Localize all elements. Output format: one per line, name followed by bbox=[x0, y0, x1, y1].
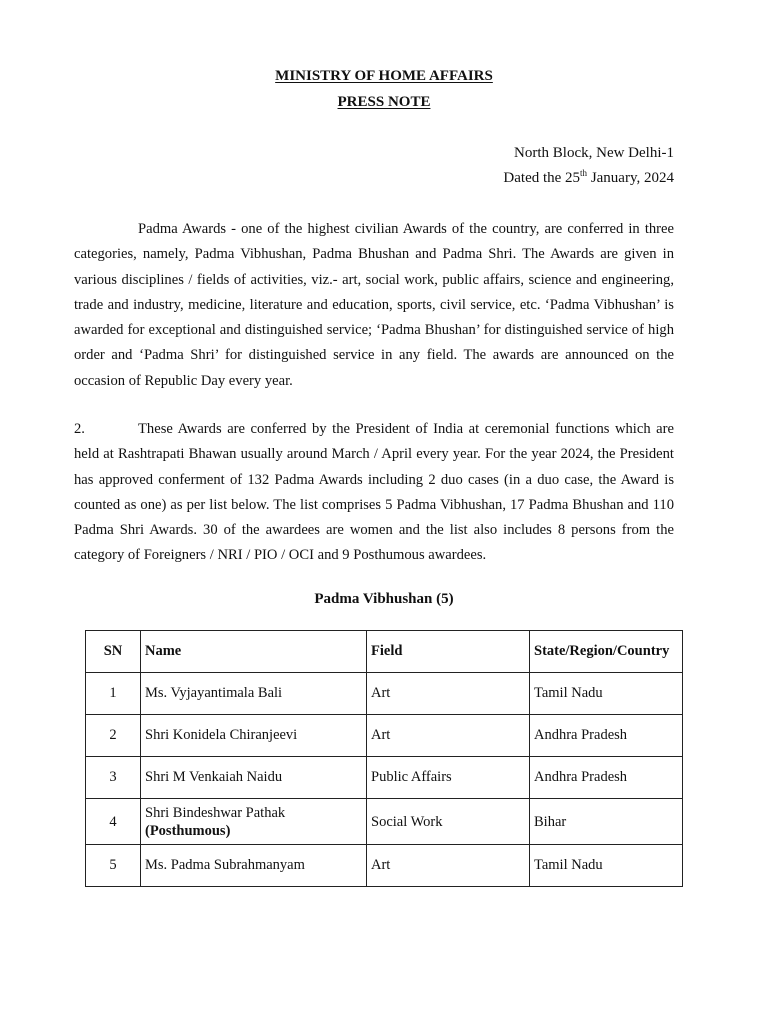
cell-name: Ms. Vyjayantimala Bali bbox=[141, 673, 367, 715]
section-title: Padma Vibhushan (5) bbox=[314, 591, 454, 607]
table-row bbox=[86, 715, 683, 757]
paragraph-2 bbox=[74, 417, 674, 569]
date-ordinal-suffix: th bbox=[580, 168, 588, 178]
cell-sn: 5 bbox=[86, 845, 141, 887]
date-prefix: Dated the 25 bbox=[503, 170, 581, 186]
header-name: Name bbox=[141, 631, 367, 673]
cell-state: Tamil Nadu bbox=[530, 673, 683, 715]
cell-field: Social Work bbox=[367, 799, 530, 845]
cell-name-text: Shri Bindeshwar Pathak bbox=[145, 804, 286, 821]
table-row bbox=[86, 757, 683, 799]
cell-sn: 1 bbox=[86, 673, 141, 715]
table-row bbox=[86, 673, 683, 715]
cell-sn: 2 bbox=[86, 715, 141, 757]
posthumous-note: (Posthumous) bbox=[145, 822, 231, 839]
cell-name: Shri Konidela Chiranjeevi bbox=[141, 715, 367, 757]
cell-field: Art bbox=[367, 673, 530, 715]
press-note-heading: PRESS NOTE bbox=[337, 94, 431, 110]
cell-state: Bihar bbox=[530, 799, 683, 845]
cell-field: Art bbox=[367, 715, 530, 757]
cell-name bbox=[141, 799, 367, 845]
cell-sn: 3 bbox=[86, 757, 141, 799]
cell-state: Tamil Nadu bbox=[530, 845, 683, 887]
header-sn: SN bbox=[86, 631, 141, 673]
cell-name: Ms. Padma Subrahmanyam bbox=[141, 845, 367, 887]
cell-field: Public Affairs bbox=[367, 757, 530, 799]
table-header-row bbox=[86, 631, 683, 673]
paragraph-2-number: 2. bbox=[74, 421, 85, 437]
cell-sn: 4 bbox=[86, 799, 141, 845]
date-line bbox=[503, 170, 674, 187]
cell-state: Andhra Pradesh bbox=[530, 715, 683, 757]
date-rest: January, 2024 bbox=[587, 170, 674, 186]
cell-name: Shri M Venkaiah Naidu bbox=[141, 757, 367, 799]
paragraph-2-text: These Awards are conferred by the President of India at ceremonial functions which are held at Rashtrapati Bhawan usually around March / April every year. For the year 2024, the President has approved conferment of 132 Padma Awards including 2 duo cases (in a duo case, the Award is counted as one) as per list below. The list comprises 5 Padma Vibhushan, 17 Padma Bhushan and 110 Padma Shri Awards. 30 of the awardees are women and the list also includes 8 persons from the category of Foreigners / NRI / PIO / OCI and 9 Posthumous awardees. bbox=[74, 421, 674, 564]
cell-field: Art bbox=[367, 845, 530, 887]
ministry-heading: MINISTRY OF HOME AFFAIRS bbox=[275, 68, 493, 84]
table-row bbox=[86, 799, 683, 845]
paragraph-1: Padma Awards - one of the highest civilian Awards of the country, are conferred in three categories, namely, Padma Vibhushan, Padma Bhushan and Padma Shri. The Awards are given in various disciplines / fields of activities, viz.- art, social work, public affairs, science and engineering, trade and industry, medicine, literature and education, sports, civil service, etc. ‘Padma Vibhushan’ is awarded for exceptional and distinguished service; ‘Padma Bhushan’ for distinguished service of high order and ‘Padma Shri’ for distinguished service in any field. The awards are announced on the occasion of Republic Day every year. bbox=[74, 221, 674, 389]
awards-table bbox=[85, 630, 683, 887]
header-field: Field bbox=[367, 631, 530, 673]
cell-state: Andhra Pradesh bbox=[530, 757, 683, 799]
location-line: North Block, New Delhi-1 bbox=[514, 145, 674, 161]
table-row bbox=[86, 845, 683, 887]
header-state: State/Region/Country bbox=[530, 631, 683, 673]
